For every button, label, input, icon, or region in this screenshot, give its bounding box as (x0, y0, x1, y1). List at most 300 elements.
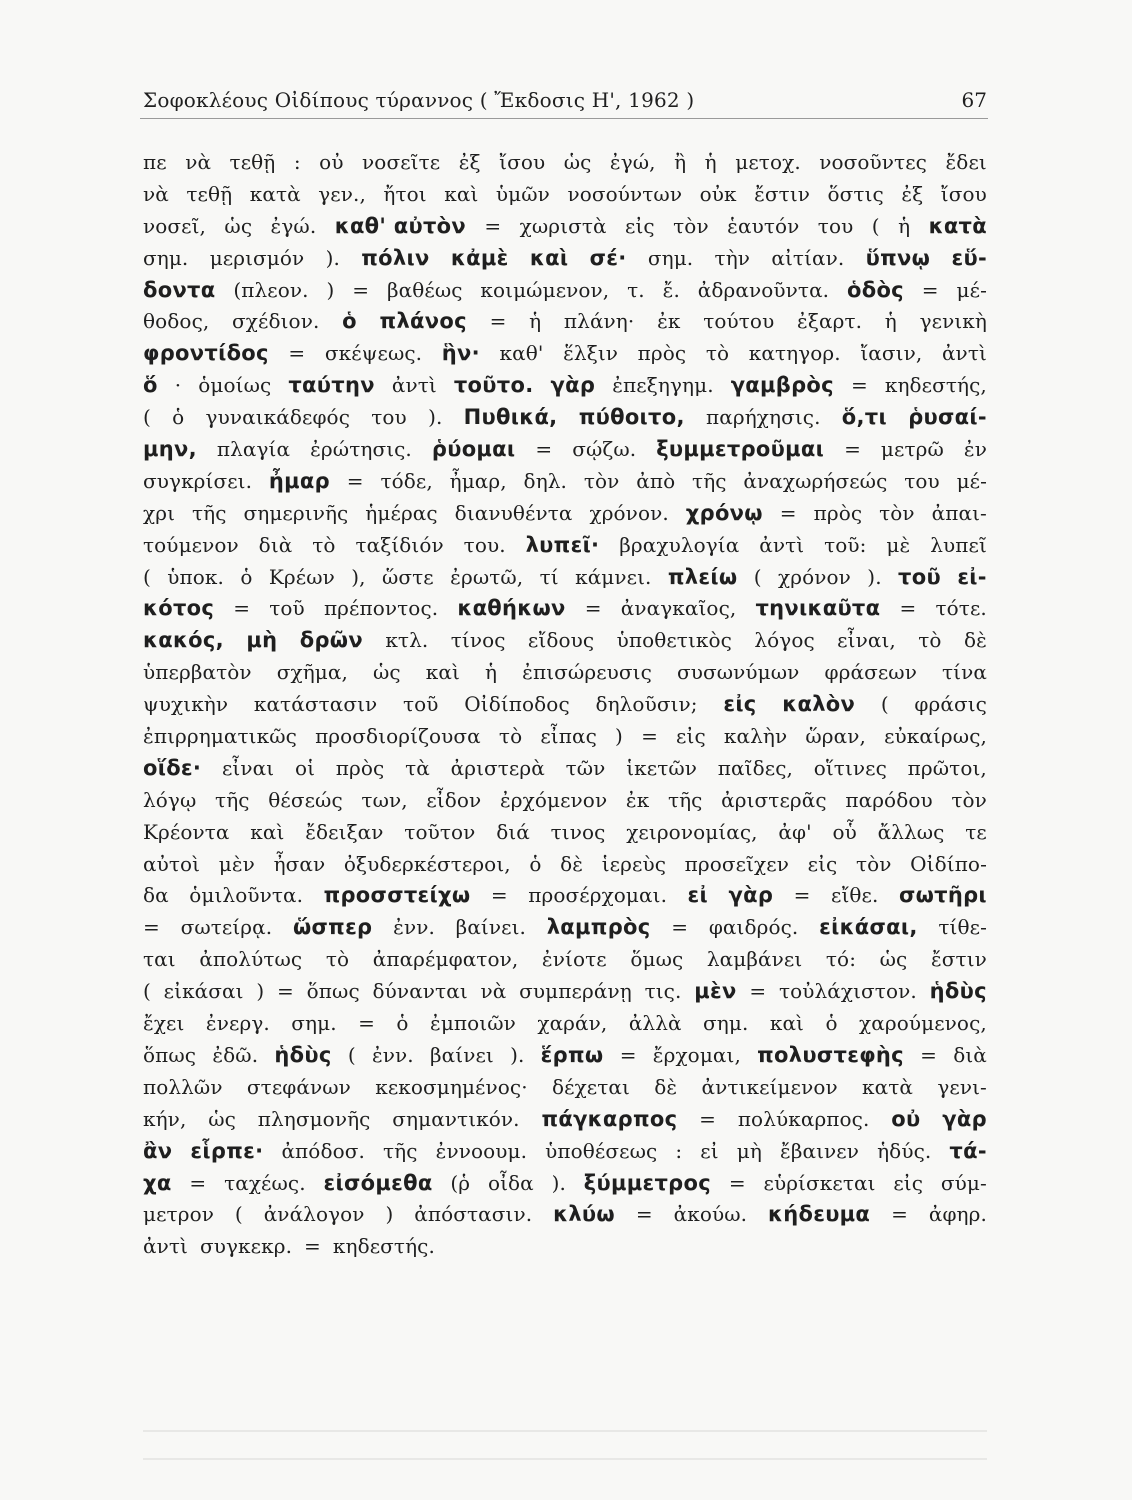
word: ( (234, 1202, 243, 1227)
word: ἔδει (945, 150, 987, 174)
word: του (904, 468, 940, 493)
word: ) (256, 979, 265, 1004)
headword: τηνικαῦτα (755, 596, 881, 621)
word: νὰ (480, 979, 507, 1004)
word: = (490, 883, 508, 908)
word: δύνανται (372, 979, 468, 1004)
word: βραχυλογία (619, 532, 740, 557)
word: εἰς (676, 724, 706, 749)
headword: τοῦ (898, 564, 941, 589)
text-line (143, 625, 987, 657)
word: κατὰ (862, 1074, 914, 1099)
text-line (143, 275, 987, 307)
word: ἡ (884, 309, 897, 334)
word: συσωνύμων (676, 660, 800, 685)
word: = (728, 1170, 746, 1195)
word: του (371, 405, 407, 430)
headword: δοντα (143, 277, 216, 302)
headword: οἵδε· (143, 755, 202, 780)
word: εὐκαίρως, (884, 724, 987, 749)
headword: εἰς (723, 692, 757, 717)
text-line (143, 306, 987, 338)
word: ( (347, 1042, 356, 1067)
word: προσέρχομαι. (528, 883, 668, 908)
word: συγκεκρ. (199, 1234, 293, 1259)
text-line (143, 976, 987, 1008)
word: ἡδύς. (877, 1138, 932, 1163)
word: σῴζω. (572, 437, 637, 462)
headword: καλὸν (782, 692, 856, 717)
word: τοῦ (269, 596, 305, 621)
word: σχέδιον. (232, 309, 320, 334)
headword: εἰ (687, 883, 708, 908)
word: τοῦτον (404, 819, 476, 844)
word: τὸ (918, 628, 942, 653)
word: βαθέως (386, 277, 463, 302)
word: πολύκαρπος. (737, 1106, 870, 1131)
text-line (143, 243, 987, 275)
word: κάμνει. (575, 564, 652, 589)
word: ἐννοουμ. (435, 1138, 528, 1163)
headword: κατὰ (928, 213, 987, 238)
word: νὰ (143, 181, 169, 206)
word: ἑαυτόν (727, 213, 800, 238)
word: μερισμόν (209, 245, 305, 270)
word: πλησμονῆς (257, 1106, 371, 1131)
word: ) (615, 724, 623, 749)
word: τούμενον (143, 532, 239, 557)
word: ἡ (898, 213, 911, 238)
word: = (584, 596, 602, 621)
headword: Πυθικά, (463, 405, 558, 430)
headword: εὕ- (951, 245, 987, 270)
word: ἀπὸ (636, 468, 676, 493)
word: ὅπως (306, 979, 360, 1004)
word: ὁ (172, 405, 185, 430)
word: ἀπαι- (931, 500, 987, 525)
text-line (143, 1168, 987, 1200)
headword: λαμπρὸς (546, 915, 651, 940)
word: ἔρχομαι, (652, 1042, 741, 1067)
word: δα (143, 883, 169, 908)
headword: καθήκων (457, 596, 566, 621)
word: τινος (550, 819, 606, 844)
headword: τά- (949, 1138, 987, 1163)
word: · (174, 373, 182, 398)
headword: χα (143, 1170, 172, 1195)
word: χαράν, (537, 1011, 608, 1036)
word: οἱ (294, 755, 316, 780)
word: ἀφηρ. (928, 1202, 987, 1227)
text-line (143, 498, 987, 530)
page-number: 67 (961, 88, 987, 112)
word: τεθῇ (229, 150, 276, 174)
word: του. (463, 532, 506, 557)
word: τίνος (450, 628, 506, 653)
word: ὑπερβατὸν (143, 660, 252, 685)
word: εἴδους (527, 628, 595, 653)
headword: ὅ (143, 373, 158, 398)
word: εἶπας (540, 724, 597, 749)
word: εὑρίσκεται (763, 1170, 876, 1195)
word: ἐπεξηγημ. (612, 373, 714, 398)
word: διὰ (953, 1042, 987, 1067)
text-line (143, 849, 987, 881)
text-line (143, 211, 987, 243)
word: = (189, 1170, 207, 1195)
word: ( (143, 564, 151, 589)
word: ἀπολύτως (199, 947, 303, 972)
word: ἀναχωρήσεώς (743, 468, 888, 493)
word: = (671, 915, 689, 940)
word: ἀκούω. (673, 1202, 748, 1227)
word: = (779, 500, 797, 525)
word: νοσοῦντες (819, 150, 927, 174)
word: κατὰ (249, 181, 301, 206)
word: ὅπως (143, 1042, 197, 1067)
word: τε (965, 819, 987, 844)
word: βαίνει (429, 1042, 494, 1067)
word: βαίνει. (455, 915, 526, 940)
word: ἔ. (662, 277, 680, 302)
word: ἀπόστασιν. (414, 1202, 533, 1227)
word: ἀναγκαῖος, (620, 596, 737, 621)
word: οὐκ (699, 181, 737, 206)
word: ψυχικὴν (143, 692, 229, 717)
word: ἀριστερὰ (450, 755, 545, 780)
word: ( (871, 213, 880, 238)
word: ὥστε (381, 564, 434, 589)
word: ἄλλως (877, 819, 945, 844)
headword: ἂν (143, 1138, 173, 1163)
word: σημ. (703, 1011, 749, 1036)
word: ἡμέρας (365, 500, 438, 525)
headword: ῥυσαί- (908, 405, 987, 430)
headword: δρῶν (299, 628, 363, 653)
word: ὁ (529, 851, 542, 876)
word: των, (361, 787, 408, 812)
word: φράσεων (824, 660, 917, 685)
headword: εἰ- (957, 564, 987, 589)
text-line (143, 1040, 987, 1072)
word: εἴθε. (830, 883, 879, 908)
word: ὑποκ. (167, 564, 224, 589)
word: σημ. (291, 1011, 337, 1036)
running-head-title: Σοφοκλέους Οἰδίπους τύραννος ( Ἔκδοσις Η', 1962 ) (143, 88, 695, 112)
word: = (699, 1106, 717, 1131)
word: ( (143, 405, 151, 430)
headword: λυπεῖ· (525, 532, 600, 557)
word: Κρέων (268, 564, 335, 589)
word: νοσούντων (567, 181, 683, 206)
headword: μὲν (694, 979, 737, 1004)
word: φράσις (914, 692, 987, 717)
word: ). (867, 564, 882, 589)
word: γενι- (937, 1074, 987, 1099)
headword: ξυμμετροῦμαι (656, 437, 825, 462)
word: ἐπισώρευσις (522, 660, 652, 685)
word: νὰ (185, 150, 212, 174)
word: τίθε- (938, 915, 987, 940)
word: στεφάνων (246, 1074, 351, 1099)
headword: κἀμὲ (450, 245, 509, 270)
word: συγκρίσει. (143, 468, 253, 493)
word: χρόνον. (589, 500, 669, 525)
word: ὥραν, (805, 724, 866, 749)
word: δηλ. (523, 468, 568, 493)
word: μὲν (218, 851, 255, 876)
text-line (143, 1072, 987, 1104)
word: τὰ (405, 755, 430, 780)
word: τὴν (714, 245, 751, 270)
text-line (143, 179, 987, 211)
word: εἰς (807, 851, 838, 876)
word: κήν, (143, 1106, 187, 1131)
word: μετρον (143, 1202, 214, 1227)
text-line (143, 338, 987, 370)
word: νοσεῖτε (362, 150, 441, 174)
word: σκέψεως. (324, 341, 423, 366)
word: δὲ (560, 851, 584, 876)
word: καὶ (250, 819, 285, 844)
word: ἐξ (458, 150, 481, 174)
text-line (143, 1136, 987, 1168)
word: προσεῖχεν (684, 851, 789, 876)
headword: ἡδὺς (929, 979, 987, 1004)
text-line (143, 753, 987, 785)
word: τις. (644, 979, 682, 1004)
word: ὡς (879, 947, 908, 972)
headword: πύθοιτο, (578, 405, 685, 430)
word: ὁμιλοῦντα. (189, 883, 304, 908)
word: τὸ (325, 947, 350, 972)
word: ). (551, 1170, 566, 1195)
word: παῖδες, (717, 755, 793, 780)
headword: ἣν· (441, 341, 480, 366)
word: ὁμοίως (198, 373, 272, 398)
word: = (921, 277, 939, 302)
word: = (749, 979, 767, 1004)
word: = (143, 915, 160, 940)
word: λυπεῖ (930, 532, 987, 557)
headword: πλείω (667, 564, 738, 589)
text-line (143, 1231, 987, 1263)
word: τὸν (673, 213, 709, 238)
word: τῆς (667, 787, 703, 812)
word: τό: (825, 947, 857, 972)
word: κεκοσμημένος· (375, 1074, 528, 1099)
word: σωτείρᾳ. (180, 915, 273, 940)
word: ὁ (396, 1011, 409, 1036)
word: κηδεστής, (884, 373, 987, 398)
word: = (352, 277, 370, 302)
word: δὲ (963, 628, 987, 653)
word: συμπεράνῃ (519, 979, 632, 1004)
word: μετοχ. (735, 150, 801, 174)
word: εἰ (700, 1138, 719, 1163)
word: λόγος (754, 628, 815, 653)
word: τῶν (565, 755, 606, 780)
word: ἐκ (657, 309, 681, 334)
headword: γὰρ (728, 883, 774, 908)
headword: πόλιν (361, 245, 430, 270)
word: = (793, 883, 811, 908)
headword: ἡδὺς (274, 1042, 332, 1067)
word: ( (880, 692, 889, 717)
word: ἐνίοτε (541, 947, 607, 972)
word: γενικὴ (919, 309, 987, 334)
word: ὑποθέσεως (545, 1138, 658, 1163)
word: ἐδῶ. (212, 1042, 259, 1067)
word: τόδε, (380, 468, 433, 493)
word: αὐτοὶ (143, 851, 201, 876)
word: = (641, 724, 658, 749)
word: τούτου (703, 309, 775, 334)
headword: ὕπνῳ (865, 245, 931, 270)
word: τῆς (215, 787, 250, 812)
word: τίνα (942, 660, 987, 685)
headword: εἰσόμεθα (323, 1170, 433, 1195)
word: ἐγώ. (270, 213, 317, 238)
word: καλὴν (723, 724, 788, 749)
word: εἰκάσαι (163, 979, 244, 1004)
headword: τοῦτο. (453, 373, 534, 398)
text-line (143, 1008, 987, 1040)
word: ἔστιν (754, 181, 811, 206)
word: λόγῳ (143, 787, 197, 812)
word: = (535, 437, 553, 462)
word: οὐ (319, 150, 344, 174)
word: καὶ (444, 181, 479, 206)
word: παρόδου (845, 787, 933, 812)
word: ) (385, 1202, 394, 1227)
word: = (277, 979, 294, 1004)
word: διανυθέντα (454, 500, 573, 525)
text-line (143, 817, 987, 849)
word: ἔδειξαν (305, 819, 384, 844)
headword: ἦμαρ (268, 468, 330, 493)
headword: πλάνος (379, 309, 467, 334)
word: = (484, 213, 502, 238)
text-line (143, 434, 987, 466)
word: τοῦ: (824, 532, 867, 557)
word: ὑποθετικὸς (616, 628, 732, 653)
word: ἀδρανοῦντα. (697, 277, 830, 302)
text-line (143, 880, 987, 912)
word: πλάνη· (563, 309, 635, 334)
word: χρόνον (778, 564, 851, 589)
word: ἐν (963, 437, 987, 462)
word: ἐνν. (393, 915, 435, 940)
word: μέ- (956, 468, 987, 493)
word: ) (326, 277, 335, 302)
word: ὑμῶν (495, 181, 550, 206)
word: γυναικάδεφός (205, 405, 351, 430)
word: ἐρώτησις. (310, 437, 412, 462)
word: ὁ (825, 1011, 838, 1036)
word: ὁ (240, 564, 253, 589)
word: = (891, 1202, 908, 1227)
word: ἱερεὺς (601, 851, 667, 876)
word: δηλοῦσιν; (595, 692, 698, 717)
word: ἦσαν (273, 851, 326, 876)
word: ἔχει (143, 1011, 185, 1036)
headword: γαμβρὸς (730, 373, 834, 398)
word: = (304, 1234, 321, 1259)
word: τοῦ (402, 692, 439, 717)
text-line (143, 785, 987, 817)
word: καὶ (425, 660, 460, 685)
headword: χρόνῳ (685, 500, 763, 525)
word: τῆς (191, 500, 227, 525)
word: τί (539, 564, 559, 589)
word: σημ. (143, 245, 189, 270)
headword: κήδευμα (768, 1202, 871, 1227)
word: σύμ- (940, 1170, 987, 1195)
word: οἵτινες (813, 755, 887, 780)
headword: κλύω (553, 1202, 615, 1227)
word: ἀντὶ (941, 341, 987, 366)
text-line (143, 530, 987, 562)
headword: ῥύομαι (431, 437, 516, 462)
text-line (143, 944, 987, 976)
word: = (489, 309, 507, 334)
running-head (143, 84, 987, 116)
headword: φροντίδος (143, 341, 269, 366)
word: ἀντὶ (143, 1234, 188, 1259)
word: ἐπιρρηματικῶς (143, 724, 297, 749)
word: τ. (627, 277, 645, 302)
word: καθ' (499, 341, 544, 366)
word: οἶδα (487, 1170, 534, 1195)
word: σημαντικόν. (392, 1106, 520, 1131)
word: τὸν (951, 787, 987, 812)
word: ). (510, 1042, 525, 1067)
word: τῆς (383, 1138, 418, 1163)
word: ἔστιν (930, 947, 987, 972)
headword: ἕρπω (540, 1042, 604, 1067)
headword: οὐ (891, 1106, 921, 1131)
word: = (850, 373, 868, 398)
word: = (619, 1042, 637, 1067)
word: ( (753, 564, 762, 589)
word: λαμβάνει (706, 947, 803, 972)
word: ἀπαρέμφατον, (372, 947, 519, 972)
word: ἀφ' (778, 819, 812, 844)
word: εἶδον (426, 787, 482, 812)
text-line (143, 657, 987, 689)
word: ἐρχόμενον (499, 787, 608, 812)
word: ταχέως. (224, 1170, 306, 1195)
word: θοδος, (143, 309, 210, 334)
word: σχῆμα, (276, 660, 348, 685)
word: προσδιορίζουσα (315, 724, 481, 749)
word: ἀριστερᾶς (721, 787, 827, 812)
word: χωριστὰ (519, 213, 607, 238)
word: ἕλξιν (563, 341, 619, 366)
word: ἀντὶ (759, 532, 805, 557)
word: δέχεται (551, 1074, 630, 1099)
word: πολλῶν (143, 1074, 223, 1099)
word: πρὸς (637, 341, 687, 366)
word: ἢ (674, 150, 687, 174)
headword: προσστείχω (323, 883, 471, 908)
word: ἀντὶ (391, 373, 437, 398)
word: = (358, 1011, 375, 1036)
word: = (635, 1202, 653, 1227)
word: ἡ (485, 660, 498, 685)
text-line (143, 1199, 987, 1231)
